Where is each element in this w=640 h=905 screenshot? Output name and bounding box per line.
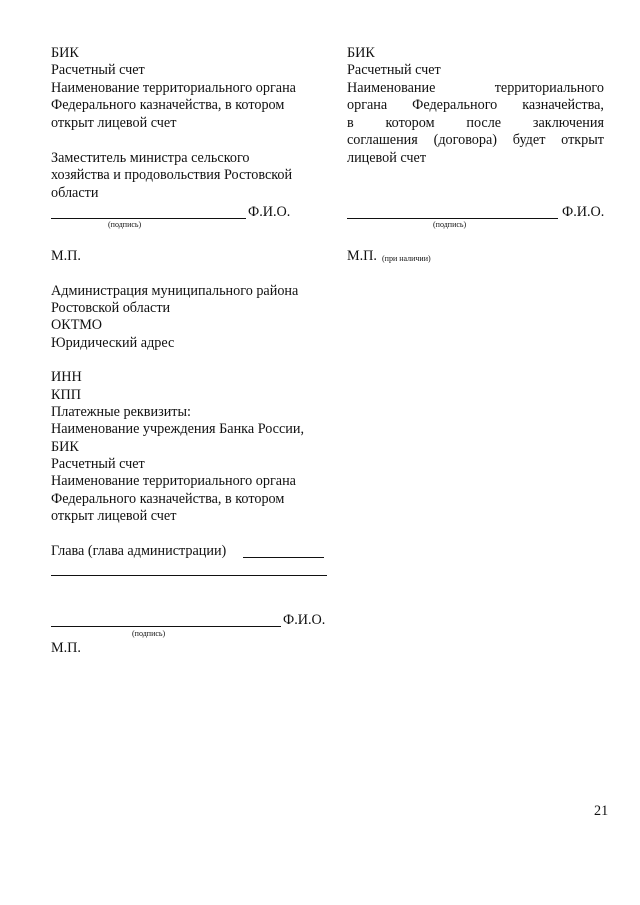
deputy-line-3: области	[51, 185, 99, 201]
page-number: 21	[594, 803, 609, 819]
kpp-label: КПП	[51, 387, 81, 403]
head-name-line	[243, 557, 324, 558]
oktmo-label: ОКТМО	[51, 317, 103, 333]
right-treasury-word: (договора)	[433, 132, 498, 148]
right-bik: БИК	[347, 45, 375, 61]
head-signature-caption: (подпись)	[132, 629, 166, 638]
head-label: Глава (глава администрации)	[51, 543, 227, 559]
right-signature-line	[347, 218, 558, 219]
deputy-line-2: хозяйства и продовольствия Ростовской	[51, 167, 293, 183]
legal-address-label: Юридический адрес	[51, 335, 175, 351]
right-account: Расчетный счет	[347, 62, 441, 78]
bank-name-label: Наименование учреждения Банка России,	[51, 421, 304, 437]
head-name-line-2	[51, 575, 327, 576]
left-treasury-line-1: Наименование территориального органа	[51, 80, 296, 96]
right-treasury-line-5: лицевой счет	[347, 150, 427, 166]
administration-line-1: Администрация муниципального района	[51, 283, 299, 299]
inn-label: ИНН	[51, 369, 82, 385]
left-treasury-line-2: Федерального казначейства, в котором	[51, 97, 285, 113]
right-treasury-word: соглашения	[347, 132, 418, 148]
right-treasury-line-1	[347, 80, 604, 97]
head-stamp: М.П.	[51, 640, 81, 656]
head-fio: Ф.И.О.	[283, 612, 326, 628]
right-treasury-word: котором	[385, 115, 435, 131]
right-signature-caption: (подпись)	[433, 220, 467, 229]
right-treasury-word: заключения	[532, 115, 604, 131]
right-treasury-word: органа	[347, 97, 388, 113]
left-stamp: М.П.	[51, 248, 81, 264]
left-bik: БИК	[51, 45, 79, 61]
right-treasury-line-3	[347, 115, 604, 132]
payment-details-label: Платежные реквизиты:	[51, 404, 191, 420]
left-bik-2: БИК	[51, 439, 79, 455]
right-treasury-line-2	[347, 97, 604, 114]
left-fio: Ф.И.О.	[248, 204, 291, 220]
left-signature-caption: (подпись)	[108, 220, 142, 229]
right-treasury-word: будет	[512, 132, 546, 148]
administration-line-2: Ростовской области	[51, 300, 171, 316]
deputy-line-1: Заместитель министра сельского	[51, 150, 250, 166]
right-treasury-word: в	[347, 115, 354, 131]
right-fio: Ф.И.О.	[562, 204, 605, 220]
left-treasury-line-3: открыт лицевой счет	[51, 115, 177, 131]
right-treasury-word: Наименование	[347, 80, 436, 96]
right-stamp-note: (при наличии)	[382, 254, 431, 263]
left-signature-line	[51, 218, 246, 219]
right-treasury-word: открыт	[561, 132, 604, 148]
right-stamp: М.П.	[347, 248, 377, 264]
left-treasury2-line-1: Наименование территориального органа	[51, 473, 296, 489]
left-treasury2-line-2: Федерального казначейства, в котором	[51, 491, 285, 507]
head-signature-line	[51, 626, 281, 627]
right-treasury-word: казначейства,	[522, 97, 604, 113]
right-treasury-word: территориального	[494, 80, 604, 96]
left-account-2: Расчетный счет	[51, 456, 145, 472]
right-treasury-line-4	[347, 132, 604, 149]
right-treasury-word: после	[466, 115, 502, 131]
right-treasury-word: Федерального	[412, 97, 498, 113]
left-account: Расчетный счет	[51, 62, 145, 78]
left-treasury2-line-3: открыт лицевой счет	[51, 508, 177, 524]
